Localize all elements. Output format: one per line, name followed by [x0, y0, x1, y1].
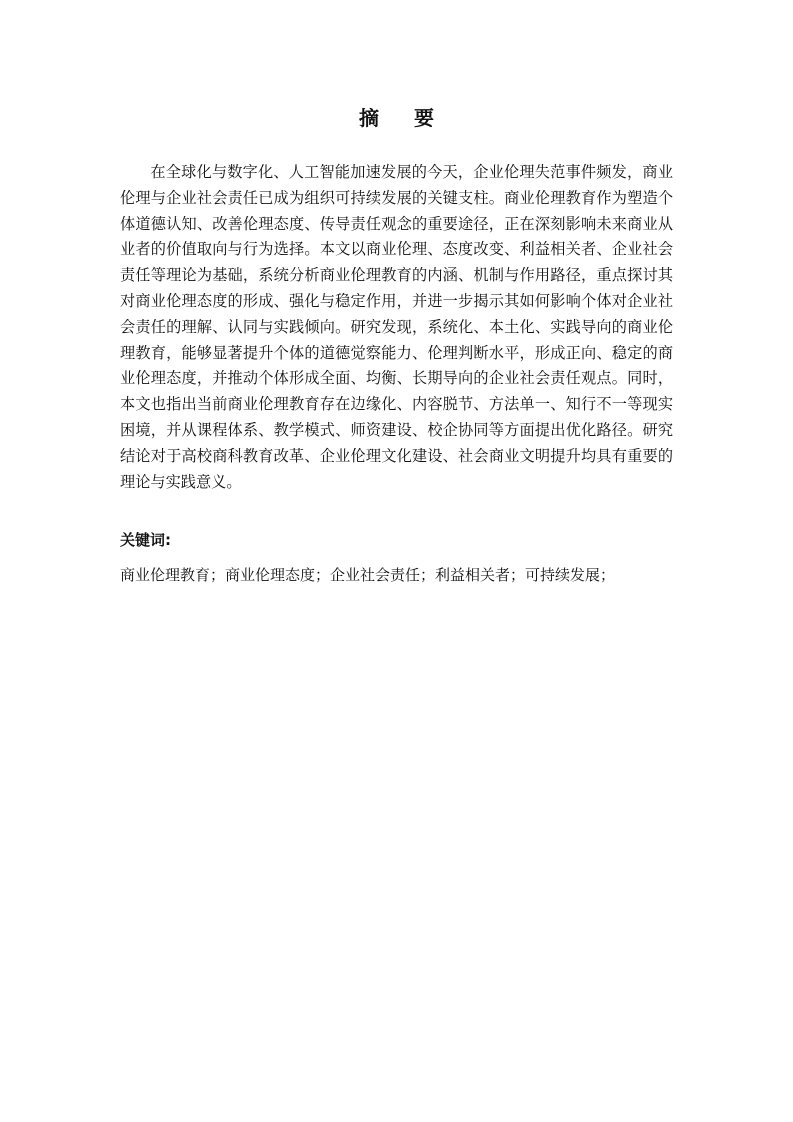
- abstract-body: 在全球化与数字化、人工智能加速发展的今天，企业伦理失范事件频发，商业伦理与企业社会责任已成为组织可持续发展的关键支柱。商业伦理教育作为塑造个体道德认知、改善伦理态度、传导责任观念的重要途径，正在深刻影响未来商业从业者的价值取向与行为选择。本文以商业伦理、态度改变、利益相关者、企业社会责任等理论为基础，系统分析商业伦理教育的内涵、机制与作用路径，重点探讨其对商业伦理态度的形成、强化与稳定作用，并进一步揭示其如何影响个体对企业社会责任的理解、认同与实践倾向。研究发现，系统化、本土化、实践导向的商业伦理教育，能够显著提升个体的道德觉察能力、伦理判断水平，形成正向、稳定的商业伦理态度，并推动个体形成全面、均衡、长期导向的企业社会责任观点。同时，本文也指出当前商业伦理教育存在边缘化、内容脱节、方法单一、知行不一等现实困境，并从课程体系、教学模式、师资建设、校企协同等方面提出优化路径。研究结论对于高校商科教育改革、企业伦理文化建设、社会商业文明提升均具有重要的理论与实践意义。: [120, 163, 673, 491]
- keywords-label: 关键词:: [120, 531, 171, 549]
- keywords-list: 商业伦理教育；商业伦理态度；企业社会责任；利益相关者；可持续发展；: [120, 566, 616, 584]
- abstract-title: 摘 要: [359, 106, 448, 130]
